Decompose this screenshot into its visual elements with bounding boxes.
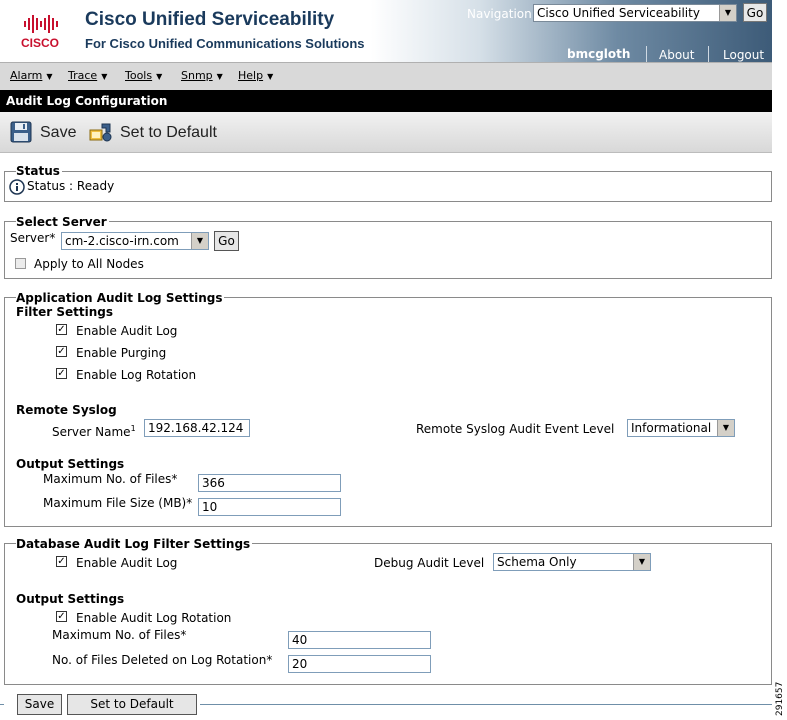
debug-audit-level-label: Debug Audit Level	[374, 556, 485, 570]
floppy-disk-icon	[10, 121, 32, 143]
apply-all-nodes-checkbox[interactable]	[15, 258, 26, 269]
debug-audit-level-value: Schema Only	[497, 555, 577, 569]
enable-purging-label: Enable Purging	[76, 346, 167, 360]
syslog-event-level-select[interactable]	[627, 419, 735, 437]
footer-save-button[interactable]: Save	[17, 694, 62, 715]
syslog-event-level-value: Informational	[631, 421, 712, 435]
app-title: Cisco Unified Serviceability	[85, 9, 335, 30]
about-link[interactable]: About	[659, 48, 695, 62]
info-icon	[9, 179, 25, 195]
db-output-settings-heading: Output Settings	[16, 592, 125, 606]
app-subtitle: For Cisco Unified Communications Solutions	[85, 36, 365, 51]
server-select-value: cm-2.cisco-irn.com	[65, 234, 179, 248]
header-divider	[708, 46, 709, 62]
figure-id: 291657	[775, 681, 785, 716]
app-max-size-input[interactable]: 10	[198, 498, 341, 516]
caret-down-icon: ▼	[101, 72, 108, 81]
toolbar-set-default-button[interactable]	[88, 120, 218, 146]
chevron-down-icon: ▼	[717, 420, 734, 436]
toolbar-set-default-label: Set to Default	[120, 124, 217, 141]
debug-audit-level-select[interactable]	[493, 553, 651, 571]
app-max-files-label: Maximum No. of Files*	[43, 472, 178, 486]
app-audit-legend: Application Audit Log Settings	[16, 291, 223, 305]
enable-audit-log-checkbox[interactable]: ✓	[57, 324, 66, 335]
enable-audit-log-label: Enable Audit Log	[76, 324, 178, 338]
footer-set-default-button[interactable]: Set to Default	[67, 694, 197, 715]
navigation-select-value: Cisco Unified Serviceability	[537, 6, 700, 20]
user-name: bmcgloth	[567, 47, 631, 61]
server-go-button[interactable]: Go	[214, 231, 239, 251]
files-deleted-input[interactable]: 20	[288, 655, 431, 673]
toolbar-save-button[interactable]	[10, 120, 80, 146]
server-select[interactable]	[61, 232, 209, 250]
navigation-label: Navigation	[467, 7, 532, 21]
set-default-icon	[88, 120, 114, 144]
caret-down-icon: ▼	[46, 72, 53, 81]
svg-text:CISCO: CISCO	[21, 36, 60, 50]
footer-divider	[0, 704, 4, 705]
menu-snmp[interactable]: Snmp ▼	[181, 69, 223, 82]
files-deleted-label: No. of Files Deleted on Log Rotation*	[52, 653, 273, 667]
chevron-down-icon: ▼	[191, 233, 208, 249]
app-max-size-label: Maximum File Size (MB)*	[43, 496, 193, 510]
select-server-legend: Select Server	[16, 215, 107, 229]
chevron-down-icon: ▼	[719, 5, 736, 21]
caret-down-icon: ▼	[267, 72, 274, 81]
db-enable-audit-log-checkbox[interactable]: ✓	[57, 556, 66, 567]
header-divider	[646, 46, 647, 62]
toolbar-save-label: Save	[40, 124, 77, 141]
menu-trace[interactable]: Trace ▼	[68, 69, 108, 82]
status-legend: Status	[16, 164, 60, 178]
page-title: Audit Log Configuration	[6, 94, 168, 108]
status-box	[4, 171, 772, 202]
db-audit-legend: Database Audit Log Filter Settings	[16, 537, 251, 551]
enable-purging-checkbox[interactable]: ✓	[57, 346, 66, 357]
footer-divider	[200, 704, 772, 705]
syslog-event-level-label: Remote Syslog Audit Event Level	[416, 422, 615, 436]
app-output-settings-heading: Output Settings	[16, 457, 125, 471]
server-name-label: Server Name$^1$	[52, 424, 136, 439]
db-enable-audit-log-label: Enable Audit Log	[76, 556, 178, 570]
filter-settings-heading: Filter Settings	[16, 305, 114, 319]
menu-alarm[interactable]: Alarm ▼	[10, 69, 53, 82]
navigation-select[interactable]	[533, 4, 737, 22]
enable-audit-log-rotation-label: Enable Audit Log Rotation	[76, 611, 232, 625]
server-name-input[interactable]: 192.168.42.124	[144, 419, 250, 437]
enable-log-rotation-checkbox[interactable]: ✓	[57, 368, 66, 379]
navigation-go-button[interactable]: Go	[743, 3, 767, 22]
cisco-logo	[18, 12, 74, 52]
menu-bar	[0, 62, 772, 91]
remote-syslog-heading: Remote Syslog	[16, 403, 117, 417]
apply-all-nodes-label: Apply to All Nodes	[34, 257, 144, 271]
enable-audit-log-rotation-checkbox[interactable]: ✓	[57, 611, 66, 622]
enable-log-rotation-label: Enable Log Rotation	[76, 368, 197, 382]
menu-help[interactable]: Help ▼	[238, 69, 274, 82]
caret-down-icon: ▼	[156, 72, 163, 81]
db-max-files-label: Maximum No. of Files*	[52, 628, 187, 642]
server-label: Server*	[10, 231, 56, 245]
menu-tools[interactable]: Tools ▼	[125, 69, 163, 82]
app-max-files-input[interactable]: 366	[198, 474, 341, 492]
db-max-files-input[interactable]: 40	[288, 631, 431, 649]
logout-link[interactable]: Logout	[723, 48, 765, 62]
chevron-down-icon: ▼	[633, 554, 650, 570]
caret-down-icon: ▼	[216, 72, 223, 81]
status-text: Status : Ready	[27, 179, 115, 193]
